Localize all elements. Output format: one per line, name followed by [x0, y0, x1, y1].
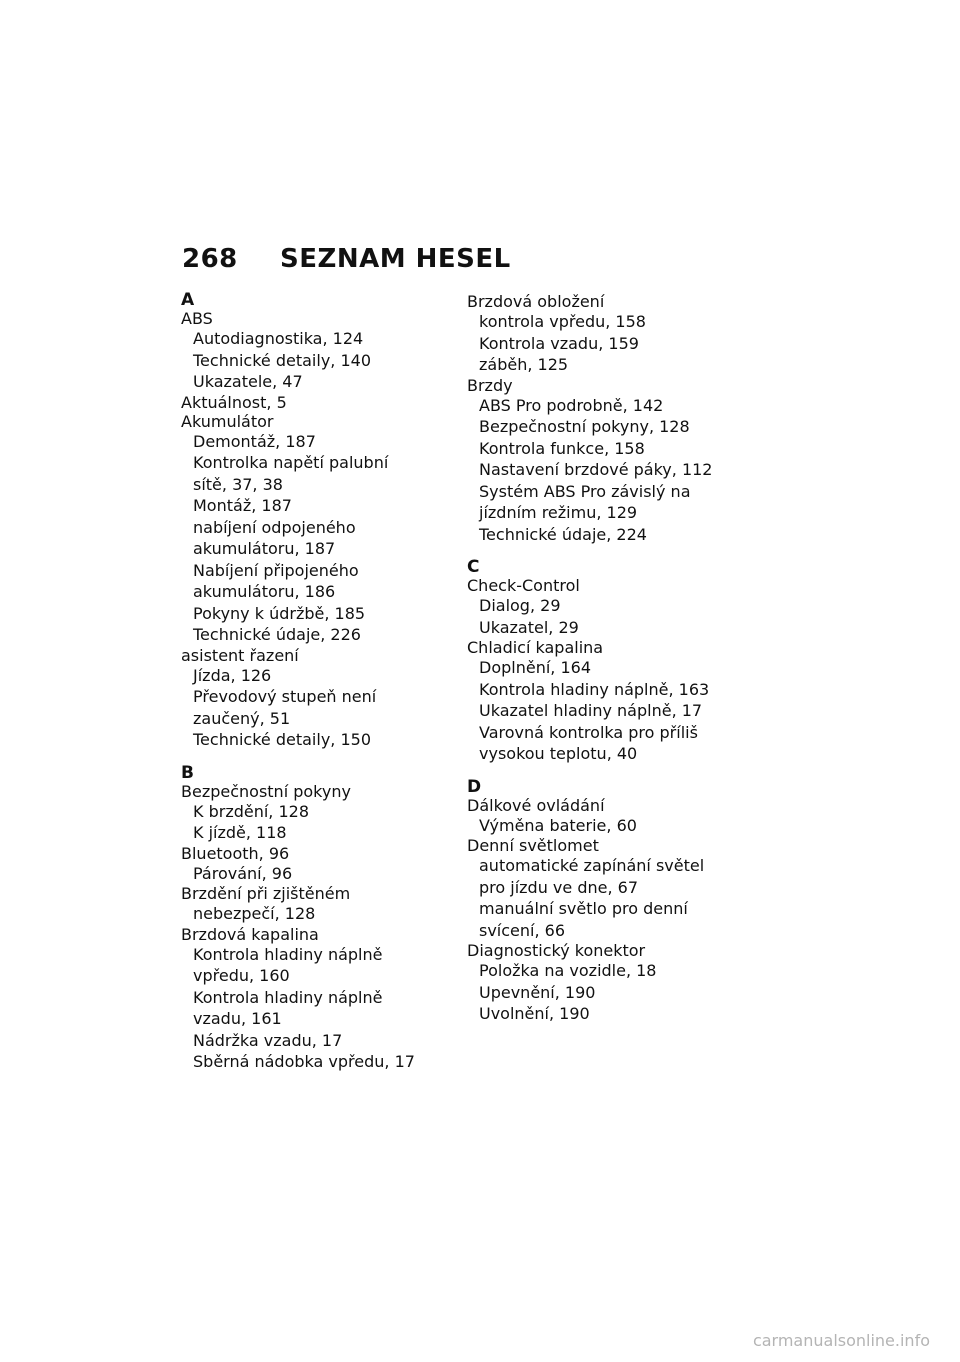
- index-term: Brzdová kapalina: [181, 924, 319, 944]
- index-subentry: Kontrola funkce, 158: [479, 438, 645, 458]
- index-subentry: vysokou teplotu, 40: [479, 744, 638, 763]
- index-subentry: akumulátoru, 187: [193, 539, 336, 558]
- index-subentry: Nádržka vzadu, 17: [193, 1030, 343, 1050]
- index-subentry: Dialog, 29: [479, 596, 561, 615]
- section-spacer: [467, 765, 767, 779]
- section-letter: B: [181, 762, 194, 783]
- index-subentry: Kontrola hladiny náplně: [193, 944, 383, 964]
- index-subentry: kontrola vpředu, 158: [479, 312, 646, 331]
- index-column-left: [181, 292, 481, 1073]
- index-term: Dálkové ovládání: [467, 795, 605, 815]
- index-column-right: [467, 292, 767, 1025]
- section-spacer: [467, 545, 767, 559]
- index-subentry: Pokyny k údržbě, 185: [193, 603, 366, 623]
- index-subentry: Kontrola hladiny náplně: [193, 987, 383, 1007]
- index-subentry: jízdním režimu, 129: [479, 503, 638, 522]
- index-subentry: Kontrolka napětí palubní: [193, 453, 389, 472]
- index-subentry: Technické údaje, 224: [479, 524, 647, 544]
- index-term: Bluetooth, 96: [181, 843, 290, 863]
- index-subentry: svícení, 66: [479, 920, 566, 940]
- index-term: Brzdění při zjištěném: [181, 884, 351, 903]
- section-letter: D: [467, 776, 482, 797]
- index-term: asistent řazení: [181, 645, 299, 665]
- index-subentry: Párování, 96: [193, 863, 293, 883]
- index-subentry: K jízdě, 118: [193, 823, 287, 842]
- index-subentry: Jízda, 126: [193, 665, 272, 685]
- section-letter: C: [467, 557, 480, 577]
- index-subentry: Výměna baterie, 60: [479, 815, 637, 835]
- index-subentry: nebezpečí, 128: [193, 904, 316, 923]
- index-term: Aktuálnost, 5: [181, 392, 287, 412]
- index-term: Denní světlomet: [467, 836, 599, 855]
- index-subentry: Technické detaily, 140: [193, 350, 371, 370]
- index-term: Akumulátor: [181, 411, 274, 431]
- section-letter: A: [181, 290, 195, 310]
- index-subentry: Demontáž, 187: [193, 431, 316, 451]
- index-subentry: K brzdění, 128: [193, 801, 310, 821]
- index-subentry: Bezpečnostní pokyny, 128: [479, 417, 690, 436]
- index-subentry: Ukazatele, 47: [193, 372, 303, 391]
- index-subentry: sítě, 37, 38: [193, 474, 283, 494]
- index-subentry: Ukazatel, 29: [479, 617, 579, 637]
- index-subentry: Systém ABS Pro závislý na: [479, 481, 691, 501]
- index-subentry: Nastavení brzdové páky, 112: [479, 460, 713, 479]
- index-subentry: Nabíjení připojeného: [193, 560, 359, 580]
- index-subentry: Autodiagnostika, 124: [193, 329, 364, 348]
- page-header: [182, 244, 511, 274]
- index-subentry: akumulátoru, 186: [193, 582, 336, 601]
- page-number: 268: [182, 244, 238, 274]
- index-subentry: automatické zapínání světel: [479, 856, 705, 875]
- index-term: Chladicí kapalina: [467, 638, 604, 657]
- index-subentry: zaučený, 51: [193, 708, 291, 728]
- watermark-text: carmanualsonline.info: [752, 1331, 930, 1350]
- index-subentry: Položka na vozidle, 18: [479, 961, 657, 980]
- index-subentry: vzadu, 161: [193, 1009, 282, 1028]
- index-subentry: Varovná kontrolka pro příliš: [479, 722, 698, 742]
- index-subentry: Uvolnění, 190: [479, 1004, 590, 1023]
- index-subentry: Technické detaily, 150: [193, 730, 371, 749]
- index-term: Bezpečnostní pokyny: [181, 781, 351, 801]
- index-term: Brzdy: [467, 375, 513, 395]
- index-subentry: Upevnění, 190: [479, 982, 596, 1002]
- index-term: Check-Control: [467, 576, 580, 595]
- index-term: Brzdová obložení: [467, 292, 605, 311]
- index-subentry: Kontrola hladiny náplně, 163: [479, 679, 710, 699]
- index-subentry: Převodový stupeň není: [193, 687, 377, 706]
- index-subentry: Kontrola vzadu, 159: [479, 333, 639, 353]
- index-subentry: Technické údaje, 226: [193, 625, 361, 644]
- index-subentry: manuální světlo pro denní: [479, 899, 688, 918]
- page-title: SEZNAM HESEL: [280, 244, 511, 274]
- index-term: ABS: [181, 309, 213, 328]
- index-subentry: ABS Pro podrobně, 142: [479, 395, 664, 415]
- index-subentry: Ukazatel hladiny náplně, 17: [479, 701, 703, 720]
- index-subentry: Doplnění, 164: [479, 658, 591, 677]
- index-subentry: Sběrná nádobka vpředu, 17: [193, 1052, 415, 1071]
- index-term: Diagnostický konektor: [467, 941, 646, 960]
- index-subentry: záběh, 125: [479, 355, 569, 374]
- index-subentry: vpředu, 160: [193, 966, 290, 985]
- index-subentry: pro jízdu ve dne, 67: [479, 877, 638, 897]
- index-subentry: Montáž, 187: [193, 496, 292, 515]
- section-spacer: [181, 751, 481, 765]
- index-subentry: nabíjení odpojeného: [193, 517, 356, 537]
